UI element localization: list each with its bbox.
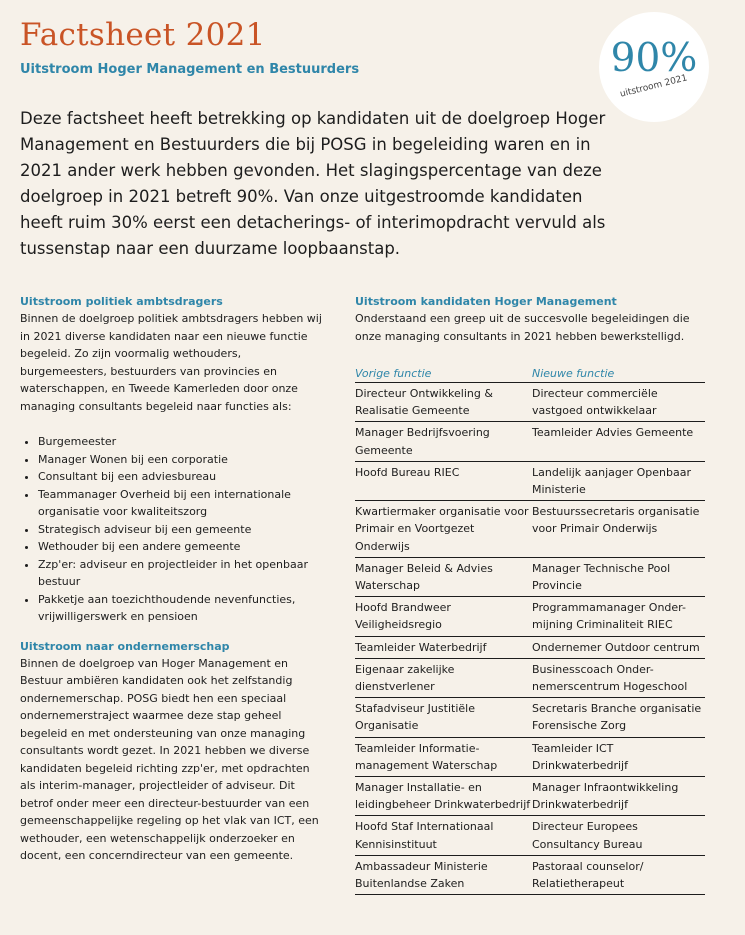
table-row: [355, 777, 705, 816]
badge-caption: uitstroom 2021: [619, 73, 689, 100]
cell-previous: Teamleider Informatie-management Waterschap: [355, 741, 498, 772]
table-row: [355, 637, 705, 659]
section-heading-ondernemerschap: Uitstroom naar ondernemerschap: [20, 639, 230, 653]
functions-table: [355, 383, 705, 895]
cell-new: Manager Infraontwikkeling Drinkwaterbedrijf: [532, 781, 679, 812]
cell-new: Ondernemer Outdoor centrum: [532, 640, 700, 654]
list-item: • Zzp'er: adviseur en projectleider in het openbaar bestuur: [38, 556, 328, 591]
cell-previous: Hoofd Bureau RIEC: [355, 465, 460, 479]
cell-previous: Ambassadeur Ministerie Buitenlandse Zaken: [355, 859, 488, 891]
cell-new: Directeur commerciële vastgoed ontwikkelaar: [532, 387, 658, 418]
list-item: • Burgemeester: [38, 433, 328, 451]
functions-list: [20, 433, 328, 626]
list-item: • Pakketje aan toezichthoudende nevenfuncties, vrijwilligerswerk en pensioen: [38, 591, 328, 626]
list-item: • Wethouder bij een andere gemeente: [38, 538, 328, 556]
section-heading-hoger-management: Uitstroom kandidaten Hoger Management: [355, 295, 617, 308]
table-row: [355, 597, 705, 636]
cell-previous: Manager Beleid & Advies Waterschap: [355, 561, 493, 593]
table-row: [355, 501, 705, 558]
cell-previous: Kwartiermaker organisatie voor Primair en Voortgezet Onderwijs: [355, 505, 529, 553]
cell-new: Manager Technische Pool Provincie: [532, 561, 671, 593]
cell-previous: Manager Installatie- en leidingbeheer Drinkwaterbedrijf: [355, 781, 531, 812]
cell-new: Bestuurssecretaris organisatie voor Primair Onderwijs: [532, 505, 700, 536]
cell-new: Teamleider ICT Drinkwaterbedrijf: [532, 741, 628, 772]
table-row: [355, 383, 705, 422]
section-text-politiek: Binnen de doelgroep politiek ambtsdragers hebben wij in 2021 diverse kandidaten naar een nieuwe functie begeleid. Zo zijn voormalig wethouders, burgemeesters, bestuurders van provincies en waterschappen, en Tweede Kamerleden door onze managing consultants begeleid naar functies als:: [20, 312, 322, 413]
page-subtitle: Uitstroom Hoger Management en Bestuurders: [20, 62, 360, 77]
cell-new: Teamleider Advies Gemeente: [532, 426, 694, 440]
table-row: [355, 422, 705, 461]
table-row: [355, 558, 705, 597]
intro-paragraph: Deze factsheet heeft betrekking op kandidaten uit de doelgroep Hoger Management en Bestuurders die bij POSG in begeleiding waren en in 2021 ander werk hebben gevonden. Het slagingspercentage van deze doelgroep in 2021 betreft 90%. Van onze uitgestroomde kandidaten heeft ruim 30% eerst een detacherings- of interimopdracht vervuld als tussenstap naar een duurzame loopbaanstap.: [20, 109, 606, 258]
page-title: Factsheet 2021: [20, 17, 266, 53]
section-text-hoger-management: Onderstaand een greep uit de succesvolle begeleidingen die onze managing consultants in 2021 hebben bewerkstelligd.: [355, 312, 690, 343]
cell-previous: Teamleider Waterbedrijf: [355, 640, 487, 654]
cell-previous: Hoofd Staf Internationaal Kennisinstituut: [355, 820, 494, 851]
section-text-ondernemerschap: Binnen de doelgroep van Hoger Management en Bestuur ambiëren kandidaten ook het zelfstandig ondernemerschap. POSG biedt hen een speciaal ondernemerstraject waarmee deze stap geheel begeleid en met ondersteuning van onze managing consultants wordt gezet. In 2021 hebben we diverse kandidaten begeleid richting zzp'er, met opdrachten als interim-manager, projectleider of adviseur. Dit betrof onder meer een directeur-bestuurder van een gemeenschappelijke regeling op het vlak van ICT, een wethouder, een wetenschappelijk onderzoeker en docent, een concerndirecteur van een gemeente.: [20, 656, 319, 862]
table-row: [355, 816, 705, 855]
list-item: • Teammanager Overheid bij een internationale organisatie voor kwaliteitszorg: [38, 486, 328, 521]
cell-new: Landelijk aanjager Openbaar Ministerie: [532, 465, 692, 497]
cell-new: Programmamanager Onder-mijning Criminaliteit RIEC: [532, 601, 686, 632]
left-column: [20, 295, 328, 865]
table-row: [355, 738, 705, 777]
cell-previous: Manager Bedrijfsvoering Gemeente: [355, 426, 490, 457]
column-header-vorige: Vorige functie: [355, 367, 432, 380]
table-row: [355, 698, 705, 737]
right-column: [355, 295, 705, 895]
cell-new: Businesscoach Onder-nemerscentrum Hogeschool: [532, 662, 688, 694]
cell-new: Pastoraal counselor/ Relatietherapeut: [532, 859, 644, 891]
cell-previous: Stafadviseur Justitiële Organisatie: [355, 702, 475, 733]
list-item: • Strategisch adviseur bij een gemeente: [38, 521, 328, 539]
section-heading-politiek: Uitstroom politiek ambtsdragers: [20, 295, 223, 308]
cell-previous: Hoofd Brandweer Veiligheidsregio: [355, 601, 451, 632]
badge-percentage: 90%: [610, 36, 698, 81]
table-row: [355, 462, 705, 501]
cell-previous: Directeur Ontwikkeling & Realisatie Gemeente: [355, 387, 493, 418]
cell-new: Secretaris Branche organisatie Forensische Zorg: [532, 702, 702, 733]
table-header: [355, 367, 705, 383]
list-item: • Consultant bij een adviesbureau: [38, 468, 328, 486]
list-item: • Manager Wonen bij een corporatie: [38, 451, 328, 469]
cell-previous: Eigenaar zakelijke dienstverlener: [355, 662, 455, 694]
table-row: [355, 659, 705, 698]
column-header-nieuwe: Nieuwe functie: [532, 367, 615, 380]
cell-new: Directeur Europees Consultancy Bureau: [532, 820, 643, 851]
table-row: [355, 856, 705, 895]
